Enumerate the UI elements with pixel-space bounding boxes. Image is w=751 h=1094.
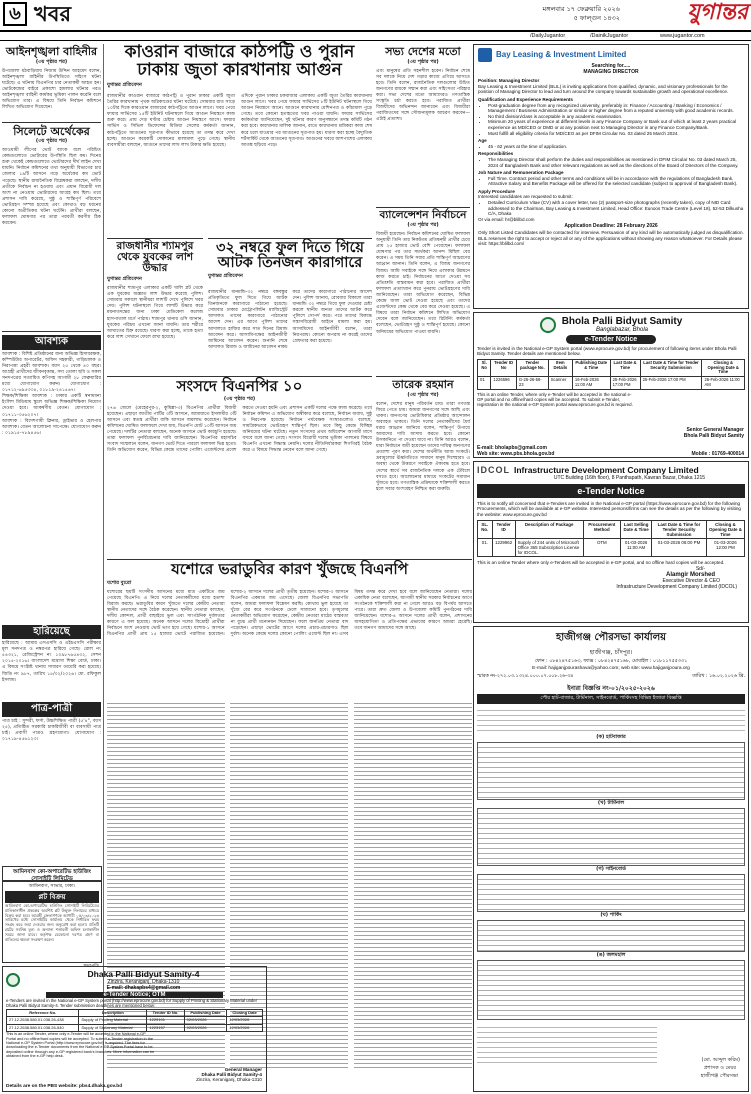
table-header: Description bbox=[79, 1009, 147, 1017]
ad-aminbag-title: আমিনবাগ কো-অপারেটিভ হাউজিং সোসাইটি লিমিটেড bbox=[13, 869, 91, 882]
article-sobhya-continuation: (৩য় পৃষ্ঠার পর) bbox=[407, 58, 439, 65]
ad-bhola-email[interactable]: E-mail: bholapbs@gmail.com bbox=[477, 445, 547, 451]
ad-bay-age: • 45 - 62 years at the time of application. bbox=[488, 144, 744, 150]
ad-bay-email[interactable]: Or via email: hr@blilbd.com bbox=[478, 216, 535, 222]
ad-idcol-sd: Sd/- bbox=[695, 565, 705, 572]
table-header: SL. No. bbox=[478, 521, 493, 539]
ad-dhaka4-signer: General Manager bbox=[224, 1067, 262, 1072]
classified-matrimony-body: পাত্র চাই : সুন্দরী, ফর্সা, উচ্চশিক্ষিত পাত্রী (৫'৪", বয়স ২৫), প্রতিষ্ঠিত সরকারি চাকরিজীবী বা ব্যবসায়ী পাত্র চাই। প্রবাসী পাত্রও গ্রহণযোগ্য। যোগাযোগ : ০১৭১৯-৪৫৬১২৩। bbox=[2, 718, 101, 742]
article-32-headline-2: আটক তিনজন কারাগারে bbox=[217, 255, 363, 272]
ad-bay-apply-title: Apply Procedure bbox=[478, 188, 515, 194]
ad-dhaka4-details[interactable]: Details are on the PBS website: pbs4.dhaka.gov.bd bbox=[6, 1084, 123, 1089]
ad-hajiganj-table-a bbox=[477, 742, 745, 800]
ad-idcol-signer-title: Executive Director & CEO bbox=[662, 577, 720, 584]
table-cell: 12/03/2026 bbox=[227, 1024, 263, 1032]
ad-aminbag-body: আমিনবাগ কো-অপারেটিভ হাউজিং সোসাইটি লিমিটেডের মালিকানাধীন প্রকল্পের অবশিষ্ট প্লট উন্মুক্ত নিলামের মাধ্যমে বিক্রয় করা হবে। আগ্রহী ক্রেতাগণকে আগামী ০৫/০৩/২০২৬ তারিখের মধ্যে সোসাইটির কার্যালয় থেকে নির্ধারিত ফরম সংগ্রহ করে জমা দেওয়ার জন্য অনুরোধ করা হলো। প্রতিটি প্লটের সর্বনিম্ন মূল্য ও অন্যান্য শর্তাবলী অফিস চলাকালীন সময়ে জানা যাবে। কর্তৃপক্ষ যেকোনো দরপত্র গ্রহণ বা বাতিলের ক্ষমতা সংরক্ষণ করেন। bbox=[5, 903, 99, 942]
article-bnp-headline: সংসদে বিএনপির ১০ bbox=[176, 377, 303, 395]
ad-bay-note: Only Short Listed Candidates will be contacted for interview. Persuasion of any kind will be automatically judged as disqualification. BLIL reserves the right to accept or reject all or any of the applications without showing any reason whatsoever. For Details please visit: https://blilbd.com/ bbox=[478, 230, 744, 247]
table-header: Sl. No bbox=[478, 359, 491, 376]
ad-dhaka4-signer-org: Dhaka Palli Bidyut Samity-4 bbox=[201, 1072, 262, 1077]
table-row bbox=[7, 1017, 263, 1025]
ad-aminbag-address: আমিনবাগ, সাভার, ঢাকা। bbox=[28, 884, 76, 889]
ad-idcol-address: UTC Building (16th floor), 8 Panthapath, Kawran Bazar, Dhaka 1215 bbox=[553, 475, 706, 481]
table-row bbox=[478, 377, 745, 390]
ad-idcol-name: Infrastructure Development Company Limited bbox=[514, 465, 699, 475]
ad-hajiganj-date: তারিখ : ১৬.০২.২০২৬ খ্রি. bbox=[692, 674, 745, 679]
ad-hajiganj-section-a: (ক) হাটবাজার bbox=[596, 734, 626, 740]
ad-dhaka-pbs4 bbox=[2, 966, 267, 1092]
table-header: Tender ID No bbox=[491, 359, 517, 376]
divider bbox=[2, 331, 101, 332]
list-item: • No third division/class is acceptable in any academic examination. bbox=[488, 114, 744, 120]
list-item: • Post-graduation degree from any recognized university, preferably in: Finance / Accounting / Banking / Economics / Management / Business Administration or similar or higher degree from a reputed university with good academic records. bbox=[488, 103, 744, 114]
article-fire-byline: যুগান্তর প্রতিবেদন bbox=[107, 81, 142, 88]
ad-hajiganj-table-d bbox=[477, 920, 745, 952]
ad-dhaka4-address: Zinzira, Keraniganj, Dhaka-1310 bbox=[107, 979, 180, 985]
ad-dhaka4-intro: e-Tenders are invited in the National e-GP System portal (http://www.eprocure.gov.bd) for Supply of Printing & Stationary Material under Dhaka Palli Bidyut Samity-4. Tender submission deadlines are mentioned below: bbox=[6, 998, 257, 1008]
table-header: Description of Package bbox=[515, 521, 583, 539]
pbs4-logo-icon bbox=[6, 973, 20, 987]
article-election-headline: ব্যালেন্সেশন নির্বাচনে bbox=[379, 209, 467, 221]
ad-bay-age-title: Age bbox=[478, 138, 487, 144]
ad-bay-apply-intro: Interested candidates are requested to submit: bbox=[478, 194, 573, 200]
ad-bay-position-title: MANAGING DIRECTOR bbox=[583, 68, 639, 75]
ad-bhola-signer-org: Bhola Palli Bidyut Samity bbox=[683, 433, 744, 439]
article-shyampur bbox=[107, 238, 203, 373]
ad-bhola-footer: This is an online Tender, where only e-Tender will be accepted in the national e-GP portal and no offline/hard copies will be accepted. To submit e-Tender, registration in the national e-GP System portal www.eprocure.gov.bd is required. bbox=[477, 391, 633, 408]
date-line-2: ৫ ফাল্গুন ১৪৩২ bbox=[573, 14, 620, 22]
ad-bhola-signer: Senior General Manager bbox=[686, 427, 744, 433]
ad-bhola-intro: Tender is invited in the National e-GP System portal (www.eprocure.gov.bd) for procurement of following items under Bhola Palli Bidyut Samity. Tender details are mentioned below. bbox=[477, 346, 737, 357]
article-bnp-continuation: (৩য় পৃষ্ঠার পর) bbox=[223, 395, 256, 402]
table-cell: 01 bbox=[478, 377, 491, 390]
article-fire bbox=[107, 44, 372, 236]
ad-hajiganj-table-c bbox=[477, 874, 745, 912]
article-sobhya bbox=[376, 44, 470, 204]
ad-bay-qual-title: Qualification and Experience Requirements bbox=[478, 96, 573, 102]
article-jessore-byline: যশোর ব্যুরো bbox=[107, 579, 132, 586]
ad-hajiganj-place: হাজীগঞ্জ, চাঁদপুর। bbox=[589, 649, 633, 656]
article-tarek bbox=[376, 376, 470, 556]
table-header: Publishing Date bbox=[184, 1009, 227, 1017]
article-election bbox=[376, 207, 470, 373]
list-item: • Minimum 20 years of experience at different levels in any Finance Company or Bank out of which at least 2 years practical experience as MD/CEO or DMD or at any position next to Managing Director in any Finance Company/Bank. bbox=[488, 119, 744, 130]
article-sylhet-headline: সিলেটে অর্থেকের bbox=[13, 124, 90, 138]
classified-wanted-header: আবশ্যক bbox=[2, 335, 101, 350]
table-cell: 1226596 bbox=[491, 377, 517, 390]
table-header: Reference No. bbox=[7, 1009, 79, 1017]
table-header-row bbox=[7, 1009, 263, 1017]
article-sylhet-body: আওয়ামী লীগের ভোট ব্যাংক বলে পরিচিত কেন্দ্রগুলোতে ভোটারের উপস্থিতি ছিল কম। দিনের শুরু থেকেই কেন্দ্রগুলোতে ভোটারদের দীর্ঘ লাইন দেখা যায়নি। নির্বাচন কমিশনের তথ্য অনুযায়ী বিভাগের চার জেলার ১৯টি আসনে গড়ে অর্ধেকের কম ভোট পড়েছে। স্থানীয় রাজনৈতিক বিশ্লেষকরা বলছেন, দলীয় প্রতীকে নির্বাচন না হওয়ায় এবং প্রধান বিরোধী দল অংশ না নেওয়ায় ভোটারদের আগ্রহ কম ছিল। তবে প্রশাসন দাবি করেছে, সুষ্ঠু ও শান্তিপূর্ণ পরিবেশে ভোটগ্রহণ সম্পন্ন হয়েছে এবং কোথাও বড় ধরনের কোনো অপ্রীতিকর ঘটনা ঘটেনি। প্রার্থীরা বলছেন, ফলাফল ঘোষণার পর তারা পরবর্তী করণীয় ঠিক করবেন। bbox=[2, 148, 101, 227]
article-sylhet-continuation: (৩য় পৃষ্ঠার পর) bbox=[35, 138, 68, 145]
ad-bhola-name: Bhola Palli Bidyut Samity bbox=[561, 316, 683, 327]
table-header-row bbox=[478, 521, 745, 539]
ad-hajiganj-section-d: (ঘ) পার্কিং bbox=[600, 912, 622, 918]
ad-idcol bbox=[473, 461, 749, 623]
ad-bay-header bbox=[478, 48, 744, 62]
article-jessore-continued-text bbox=[354, 700, 472, 1070]
ad-hajiganj-preamble bbox=[477, 706, 745, 734]
ad-bhola-pbs bbox=[473, 312, 749, 458]
ad-hajiganj-sign: (মো. আব্দুল করিম) bbox=[701, 1057, 740, 1063]
section-title: খবর bbox=[34, 2, 72, 26]
table-header: Tender ID bbox=[492, 521, 515, 539]
table-header: Last Selling Date & Time bbox=[621, 521, 652, 539]
table-header: Last Date & Time bbox=[610, 359, 640, 376]
ad-bhola-table bbox=[477, 359, 745, 390]
ad-bay-job-title: Job Nature and Remuneration Package bbox=[478, 170, 564, 176]
website-link[interactable]: www.jugantor.com bbox=[660, 33, 705, 39]
article-sobhya-body: এবং মানুষের প্রতি সহনশীল হবেন। নির্বাচন শেষে সব দলকে নিয়ে দেশ গড়ার কাজে এগিয়ে আসতে হবে। তিনি বলেন, রাজনৈতিক দলগুলোর উচিত জনগণের রায়কে সম্মান করা এবং সহিংসতা পরিহার করা। সভ্য দেশের মতো আমাদেরও গণতান্ত্রিক সংস্কৃতি চর্চা করতে হবে। পরাজিত প্রার্থীরা বিজয়ীদের অভিনন্দন জানাবেন এবং বিজয়ীরা পরাজিতদের সঙ্গে সৌজন্যমূলক আচরণ করবেন—এটাই প্রত্যাশা। bbox=[376, 68, 470, 123]
table-cell: 26-Feb-2026 11:00 AM bbox=[702, 377, 745, 390]
ad-dhaka4-notice-title: e-Tender Notice; OTM bbox=[46, 992, 223, 998]
article-tarek-headline: তারেক রহমান bbox=[392, 378, 454, 391]
classified-lost-header: হারিয়েছে bbox=[2, 625, 101, 640]
ad-hajiganj-table-e bbox=[477, 960, 745, 1020]
classified-matrimony-header: পাত্র-পাত্রী bbox=[2, 702, 101, 717]
ad-hajiganj-section-c: (গ) সাইনবোর্ড bbox=[596, 866, 626, 872]
masthead-rule bbox=[0, 30, 751, 41]
article-32-body: রাজধানীর ধানমন্ডি-৩২ নম্বরে বঙ্গবন্ধুর প্রতিকৃতিতে ফুল দিতে গিয়ে আটক তিনজনকে কারাগারে পাঠানো হয়েছে। সোমবার ঢাকার মেট্রোপলিটন ম্যাজিস্ট্রেট আদালত তাদের কারাগারে পাঠানোর আদেশ দেন। এর আগে পুলিশ তাদের আদালতে হাজির করে সাত দিনের রিমান্ড আবেদন করে। আসামিপক্ষের আইনজীবী জামিনের আবেদন করেন। শুনানি শেষে আদালত রিমান্ড ও জামিনের আবেদন নাকচ করে তাদের কারাগারে পাঠানোর আদেশ দেন। পুলিশ জানায়, রোববার বিকালে তারা ধানমন্ডি ৩২ নম্বরে গিয়ে ফুল দেওয়ার চেষ্টা করলে স্থানীয় জনতা তাদের আটক করে পুলিশে সোপর্দ করে। পরে তাদের বিরুদ্ধে সন্ত্রাসবিরোধী আইনে মামলা করা হয়। আসামিদের আইনজীবী বলেন, তারা নিরপরাধ। কোনো অপরাধ না করেই তাদের গ্রেফতার করা হয়েছে। bbox=[208, 290, 372, 350]
ad-aminbag-sign: সভাপতি bbox=[83, 964, 99, 969]
ad-bhola-place: Banglabazar, Bhola bbox=[595, 327, 649, 333]
ad-bay-leasing bbox=[473, 44, 749, 309]
table-cell: 1223157 bbox=[147, 1024, 184, 1032]
ad-hajiganj-table-b bbox=[477, 808, 745, 866]
table-header: Item Details bbox=[548, 359, 572, 376]
article-law-headline: আইনশৃঙ্খলা বাহিনীর bbox=[5, 45, 98, 58]
article-sobhya-headline: সভ্য দেশের মতো bbox=[385, 45, 461, 58]
ad-hajiganj-memo: স্মারক নং-২৭২.০৩.১৩২৪.০০০.০৭.০০৮.২৬-৩৪ bbox=[477, 674, 574, 679]
table-cell: 01-03-2026 11:00 AM bbox=[621, 539, 652, 557]
ad-bay-intro: Bay Leasing & Investment Limited (BLIL) is inviting applications from qualified, dynamic, and visionary professionals for the position of Managing Director to lead and turn around the company towards sustainable growth and operational excellence. bbox=[478, 83, 729, 95]
ad-hajiganj-email[interactable]: E-mail: hajiganjpourashava@yahoo.com; web site: www.hajiganjpoura.org bbox=[532, 666, 690, 671]
article-tarek-continuation: (৩য় পৃষ্ঠার পর) bbox=[407, 391, 439, 398]
article-bnp-body: ২৭৬ জেলে (মেহেরপুর-২, কুমিল্লা-৩) বিএনপির প্রার্থীরা বিজয়ী হয়েছেন। এছাড়া জাতীয় পার্টির ৩টি আসনে, জামায়াতে ইসলামীর ৩টি আসনে এবং স্বতন্ত্র প্রার্থীরা বাকি আসনে জয়লাভ করেছেন। নির্বাচন কমিশনের ঘোষিত ফলাফলে দেখা যায়, বিএনপি মোট ১০টি আসনে জয় পেয়েছে। দলটির নেতারা বলছেন, অনেক আসনে ভোট কারচুপি হয়েছে। তারা ফলাফল পুনর্বিবেচনার দাবি জানিয়েছেন। বিএনপির মহাসচিব সংবাদ সম্মেলনে বলেন, জনগণ ভোট দিতে পারলে ফলাফল ভিন্ন হতো। তিনি অভিযোগ করেন, বিভিন্ন কেন্দ্রে তাদের পোলিং এজেন্টদের প্রবেশ করতে দেওয়া হয়নি এবং প্রশাসন একটি দলের পক্ষে কাজ করেছে। তবে নির্বাচন কমিশন এ অভিযোগ অস্বীকার করে বলেছে, নির্বাচন অবাধ, সুষ্ঠু ও নিরপেক্ষ হয়েছে। নির্বাচন পর্যবেক্ষক সংস্থাগুলোও বলেছে, সামগ্রিকভাবে ভোটগ্রহণ শান্তিপূর্ণ ছিল। তবে কিছু কেন্দ্রে বিচ্ছিন্ন অনিয়মের ঘটনা ঘটেছে। নতুন সংসদের প্রথম অধিবেশন আগামী মাসে বসবে বলে জানা গেছে। সংসদে বিরোধী দলের ভূমিকা পালনের বিষয়ে বিএনপি এখনো সিদ্ধান্ত নেয়নি। দলের নীতিনির্ধারকরা শিগগিরই বৈঠক করে এ বিষয়ে সিদ্ধান্ত নেবেন বলে জানা গেছে। bbox=[107, 405, 372, 454]
ad-idcol-footer: This is an online Tender where only e-Tenders will be accepted in e-GP portal, and no offline hard copies will be accepted. bbox=[477, 560, 725, 566]
table-header: Closing & Opening Date & Time bbox=[706, 521, 744, 539]
ad-idcol-notice-title: e-Tender Notice bbox=[477, 484, 745, 498]
divider bbox=[2, 122, 101, 123]
table-cell: 25-Feb-2026 17:00 PM bbox=[610, 377, 640, 390]
article-law-body: উপজেলা মঠবাড়িয়ায় নিজাম উদ্দিন আহমেদ বলেন, আইনশৃঙ্খলা বাহিনীর উপস্থিতিতে সহিংস ঘটনা ঘটেছে। এ ঘটনায় বিএনপির চার নেতাকর্মী আহত হন। ভোটকেন্দ্রের বাইরে প্রকাশ্যে হামলার ঘটনার পরও আইনশৃঙ্খলা বাহিনী কার্যকর ভূমিকা পালন করেনি বলে অভিযোগ তার। এ বিষয়ে তিনি নির্বাচন কমিশনে লিখিত অভিযোগ দিয়েছেন। bbox=[2, 68, 101, 111]
article-law-continuation: (৩য় পৃষ্ঠার পর) bbox=[35, 58, 68, 65]
table-header: Tender package No. bbox=[516, 359, 548, 376]
article-shyampur-headline: রাজধানীর শ্যামপুর থেকে যুবকের লাশ উদ্ধার bbox=[116, 240, 194, 275]
ad-bay-company: Bay Leasing & Investment Limited bbox=[496, 50, 627, 60]
ad-hajiganj bbox=[473, 626, 749, 1092]
article-32-byline: যুগান্তর প্রতিবেদন bbox=[208, 273, 243, 280]
ad-dhaka4-signer-addr: Zinzira, Keraniganj, Dhaka-1310 bbox=[196, 1077, 262, 1082]
ad-hajiganj-phone: ফোন : ০৮৪২৪৭৫১৬৩, ফ্যাক্স : ০৮৪২৪৭৫১৬৮, মোবাইল : ০১৮১১৭৫৫৩৩১ bbox=[534, 659, 688, 664]
article-bnp bbox=[107, 376, 372, 556]
article-shyampur-body: রাজধানীর শ্যামপুর এলাকার একটি খালি প্লট থেকে এক যুবকের অজ্ঞাত লাশ উদ্ধার করেছে পুলিশ। সোমবার সকালে স্থানীয়রা লাশটি দেখে পুলিশে খবর দেয়। পুলিশ ঘটনাস্থলে গিয়ে লাশটি উদ্ধার করে ময়নাতদন্তের জন্য ঢাকা মেডিকেল কলেজ হাসপাতাল মর্গে পাঠায়। শ্যামপুর থানার ওসি জানান, যুবকের পরিচয় এখনো জানা যায়নি। তার শরীরে আঘাতের চিহ্ন রয়েছে। ধারণা করা হচ্ছে, তাকে হত্যা করে লাশ সেখানে ফেলে রাখা হয়েছে। bbox=[107, 286, 203, 340]
table-cell: 27.12.2638.580.01.038.26-540 bbox=[7, 1024, 79, 1032]
article-shyampur-byline: যুগান্তর প্রতিবেদন bbox=[107, 276, 142, 283]
table-header-row bbox=[478, 359, 745, 376]
classified-wanted-body: আবশ্যক : বিশিষ্ট প্রতিষ্ঠানের জন্য অভিজ্ঞ হিসাবরক্ষক, কম্পিউটার অপারেটর, অফিস সহকারী, গাড়িচালক ও নিরাপত্তা প্রহরী আবশ্যক। বয়স ২৫ থেকে ৪০ বছর। আগ্রহী প্রার্থীদের জীবনবৃত্তান্ত, সদ্য তোলা ছবি ও সকল সনদপত্রের সত্যায়িত কপিসহ আগামী ২৮ ফেব্রুয়ারির মধ্যে যোগাযোগ করুন। যোগাযোগ : ০১৭১২-৬৯৫৩৩৪, ০১৮১৯-২৪১৫৬৭। শিক্ষক/শিক্ষিকা আবশ্যক : ঢাকার একটি স্বনামধন্য ইংলিশ মিডিয়াম স্কুলে অভিজ্ঞ শিক্ষক/শিক্ষিকা নিয়োগ দেওয়া হবে। আকর্ষণীয় বেতন। যোগাযোগ : ০১৭১১-৩৫৬২০৭। আবশ্যক : বিদেশগামী ক্লিনার, ড্রাইভার ও হেলপার আবশ্যক। বেতন আলোচনা সাপেক্ষে। যোগাযোগ করুন : ০১৯১৫-৭৮৯৪৫৬। bbox=[2, 351, 101, 436]
table-cell: Supply of 244 units of Microsoft Office 365 Subscription License for IDCOL. bbox=[515, 539, 583, 557]
ad-idcol-table bbox=[477, 520, 745, 557]
table-cell: 02/03/2026 bbox=[184, 1017, 227, 1025]
table-row bbox=[478, 539, 745, 557]
table-header: Closing & Opening Date & Time bbox=[702, 359, 745, 376]
list-item: • The Managing Director shall perform the duties and responsibilities as mentioned in DFIM Circular No. 03 dated March 25, 2024 of Bangladesh Bank and other relevant regulations as well as the directions of the Board of Directors of the Company. bbox=[488, 157, 744, 168]
ad-bhola-website[interactable]: Web site: www.pbs.bhola.gov.bd bbox=[477, 451, 555, 457]
pbs-logo-icon bbox=[540, 317, 556, 333]
table-cell: 16-Feb-2026 11:00 AM bbox=[572, 377, 610, 390]
ad-aminbag-headline: প্লট বিক্রয় bbox=[5, 891, 99, 903]
article-jessore-headline: যশোরে ভরাডুবির কারণ খুঁজছে বিএনপি bbox=[171, 560, 408, 578]
date-line-1: মঙ্গলবার ১৭ ফেব্রুয়ারি ২০২৬ bbox=[542, 5, 620, 13]
bay-logo-icon bbox=[478, 48, 492, 62]
table-header: Publishing Date & Time bbox=[572, 359, 610, 376]
table-header: Procurement Method bbox=[583, 521, 620, 539]
ad-hajiganj-sign-title: প্রশাসক ও মেয়র bbox=[703, 1065, 736, 1071]
ad-dhaka4-email[interactable]: E-mail: dhakapbs4@gmail.com bbox=[106, 985, 181, 991]
table-cell: 1229101 bbox=[147, 1017, 184, 1025]
table-cell: 25-Feb-2026 17:00 PM bbox=[640, 377, 702, 390]
article-election-continuation: (৩য় পৃষ্ঠার পর) bbox=[407, 222, 439, 229]
list-item: • Must fulfill all eligibility criteria for MD/CEO as per DFIM Circular No. 03 dated 25 March 2024. bbox=[488, 131, 744, 137]
table-cell: Scanner bbox=[548, 377, 572, 390]
column-rule bbox=[103, 44, 104, 1092]
ad-bay-seeking: Searching for..... bbox=[591, 63, 631, 69]
table-header: Last Date & Time for Tender Security Submission bbox=[652, 521, 707, 539]
ad-idcol-intro: This is to notify all concerned that e-Tenders are invited in the National e-GP portal (https://www.eprocure.gov.bd) for the following Procurements, which will be available at e-GP website. Interested persons/firms can see the details as per the following by visiting the website: www.eprocure.gov.bd bbox=[477, 501, 741, 517]
ad-hajiganj-section-b: (খ) টার্মিনাল bbox=[597, 800, 625, 806]
table-header: Closing Date bbox=[227, 1009, 263, 1017]
page-number-box: ৬ bbox=[3, 2, 27, 26]
ad-hajiganj-conditions bbox=[477, 1023, 657, 1067]
article-32-headline-1: ৩২ নম্বরে ফুল দিতে গিয়ে bbox=[216, 240, 364, 256]
ad-bay-resp-title: Responsibilities bbox=[478, 151, 514, 157]
ad-bay-qual-list bbox=[478, 103, 744, 137]
masthead bbox=[0, 0, 751, 30]
newspaper-logo: যুগান্তর bbox=[687, 0, 748, 25]
table-header: Tender ID No. bbox=[147, 1009, 184, 1017]
ad-dhaka4-table bbox=[6, 1009, 263, 1033]
table-cell: Supply of Printing Material bbox=[79, 1017, 147, 1025]
article-fire-body-2: এদিকে পুরান ঢাকার চকবাজার এলাকায় একটি জুতা তৈরির কারখানায় আগুন লাগে। খবর পেয়ে ফায়ার সার্ভিসের ৮টি ইউনিট ঘটনাস্থলে গিয়ে আগুন নিয়ন্ত্রণে আনে। আগুনে কারখানার মেশিনপত্র ও কাঁচামাল পুড়ে গেছে। তবে কোনো হতাহতের খবর পাওয়া যায়নি। ফায়ার সার্ভিসের কর্মকর্তারা জানিয়েছেন, দুই ঘটনার কারণ অনুসন্ধানে তদন্ত কমিটি গঠন করা হবে। কারখানার মালিক জানান, রাতে কারখানায় শ্রমিকরা কাজ শেষ করে চলে যাওয়ার পর আগুনের সূত্রপাত হয়। ধারণা করা হচ্ছে বৈদ্যুতিক শর্টসার্কিট থেকে আগুনের সূত্রপাত। আগুনের খবরে আশপাশের এলাকায় আতঙ্ক ছড়িয়ে পড়ে। bbox=[241, 94, 372, 148]
article-fire-headline-1: কাওরান বাজারে কাঠপট্টি ও পুরান bbox=[124, 42, 355, 62]
ad-bay-position-label: Position: Managing Director bbox=[478, 78, 540, 84]
article-fire-body-1: রাজধানীর কাওরান বাজারে কাঠপট্টি ও পুরান ঢাকার একটি জুতা তৈরির কারখানায় পৃথক অগ্নিকাণ্ডের ঘটনা ঘটেছে। সোমবার রাত সাড়ে ১০টার দিকে কারওয়ান বাজারের কাঠপট্টিতে আগুন লাগে। খবর পেয়ে ফায়ার সার্ভিসের ১৫টি ইউনিট ঘটনাস্থলে গিয়ে আগুন নিয়ন্ত্রণে কাজ শুরু করে। প্রায় দেড় ঘণ্টার চেষ্টায় আগুন নিয়ন্ত্রণে আসে। ফায়ার সার্ভিস ও সিভিল ডিফেন্সের মিডিয়া সেলের কর্মকর্তা জানান, কাঠপট্টিতে আগুনের সূত্রপাত কীভাবে হয়েছে তা তদন্ত করে দেখা হচ্ছে। আগুনে কয়েকটি দোকানের মালামাল পুড়ে গেছে। স্থানীয় ব্যবসায়ীরা বলছেন, আগুনে তাদের লাখ লাখ টাকার ক্ষতি হয়েছে। bbox=[107, 94, 235, 148]
ad-idcol-signer: Alamgir Morshed bbox=[665, 571, 715, 578]
list-item: • Full Time. Contract period and other terms and conditions will be in accordance with the regulations of Bangladesh Bank. Attractive Salary and Benefits Package will be offered for the selected candidate (subject to approval of Bangladesh Bank). bbox=[488, 176, 744, 187]
list-item: • Detailed Curriculum Vitae (CV) with a cover letter, two (2) passport-size photographs (recently taken), copy of NID Card addressed to the Chairman, Bay Leasing & Investment Limited, Head Office: Eunoos Trade Centre (Level 18), 52-53 Dilkusha C/A, Dhaka bbox=[488, 200, 744, 217]
table-cell: G-25-26-56-23 bbox=[516, 377, 548, 390]
ad-bay-deadline: Application Deadline: 28 February 2026 bbox=[564, 223, 658, 230]
table-cell: 02/03/2026 bbox=[184, 1024, 227, 1032]
table-cell: Supply of Stationary Material bbox=[79, 1024, 147, 1032]
social-facebook[interactable]: /DailyJugantor bbox=[530, 33, 566, 39]
ad-dhaka4-name: Dhaka Palli Bidyut Samity-4 bbox=[87, 969, 200, 979]
table-cell: 12/03/2026 bbox=[227, 1017, 263, 1025]
table-cell: OTM bbox=[583, 539, 620, 557]
table-cell: 27.12.2638.580.01.038.26-438 bbox=[7, 1017, 79, 1025]
ad-aminbag-plot-sale bbox=[2, 866, 102, 969]
table-row bbox=[7, 1024, 263, 1032]
table-cell: 1229962 bbox=[492, 539, 515, 557]
ad-idcol-brand: IDCOL bbox=[477, 465, 510, 475]
ad-hajiganj-section-e: (ঙ) জলমহাল bbox=[596, 952, 626, 958]
ad-hajiganj-sign-org: হাজীগঞ্জ পৌরসভা bbox=[700, 1073, 738, 1079]
article-election-body: বিজয়ী হয়েছেন। নির্বাচন কমিশনের ঘোষিত ফলাফল অনুযায়ী তিনি তার নিকটতম প্রতিদ্বন্দ্বী প্রার্থীর চেয়ে প্রায় ২৫ হাজার ভোট বেশি পেয়েছেন। ফলাফল ঘোষণার পর তার সমর্থকরা আনন্দ মিছিল বের করেন। এ সময় তিনি সবার প্রতি শান্তিপূর্ণ আচরণের আহ্বান জানান। তিনি বলেন, এ বিজয় জনগণের বিজয়। আমি সবাইকে সঙ্গে নিয়ে এলাকার উন্নয়নে কাজ করতে চাই। নির্বাচনের আগে দেওয়া সব প্রতিশ্রুতি বাস্তবায়ন করা হবে। পরাজিত প্রার্থীরা ফলাফল প্রত্যাখ্যান করে পুনরায় ভোটগ্রহণের দাবি জানিয়েছেন। তারা অভিযোগ করেছেন, বিভিন্ন কেন্দ্রে জাল ভোট দেওয়া হয়েছে এবং তাদের এজেন্টদের কেন্দ্র থেকে বের করে দেওয়া হয়েছে। এ বিষয়ে তারা নির্বাচন কমিশনে লিখিত অভিযোগ দেবেন বলে জানিয়েছেন। তবে রিটার্নিং কর্মকর্তা বলেছেন, ভোটগ্রহণ সুষ্ঠু ও শান্তিপূর্ণ হয়েছে। কোনো অনিয়মের অভিযোগ পাওয়া যায়নি। bbox=[376, 232, 470, 335]
article-fire-headline-2: ঢাকায় জুতা কারখানায় আগুন bbox=[137, 59, 342, 80]
table-cell: 01-03-2026 12:00 PM bbox=[706, 539, 744, 557]
ad-bhola-mobile: Mobile : 01769-400014 bbox=[691, 451, 744, 457]
ad-hajiganj-notice-title: ইনারা বিজ্ঞপ্তি নং-০১/২০২৫-২০২৬ bbox=[567, 685, 655, 692]
social-twitter[interactable]: /DainikJugantor bbox=[590, 33, 629, 39]
article-jessore-body: যশোরের ছয়টি সংসদীয় আসনের মধ্যে মাত্র একটিতে জয় পেয়েছে বিএনপি। এ নিয়ে দলের নেতাকর্মীদের মধ্যে হতাশা বিরাজ করছে। ভরাডুবির কারণ খুঁজতে দলের কেন্দ্রীয় নেতারা স্থানীয় নেতাদের সঙ্গে বৈঠক করেছেন। স্থানীয় নেতারা বলছেন, দলীয় কোন্দল, প্রার্থী বাছাইয়ে ভুল এবং সাংগঠনিক দুর্বলতার কারণে এ ফল হয়েছে। অনেক আসনে দলের বিদ্রোহী প্রার্থীরা নির্বাচনে অংশ নেওয়ায় ভোট ভাগ হয়ে গেছে। যশোর-১ আসনে বিএনপির প্রার্থী প্রায় ১৫ হাজার ভোটে পরাজিত হয়েছেন। যশোর-২ আসনে দলের প্রার্থী তৃতীয় হয়েছেন। যশোর-৩ আসনে বিএনপির একমাত্র জয় এসেছে। জেলা বিএনপির সভাপতি বলেন, আমরা ফলাফল বিশ্লেষণ করছি। কোথায় ভুল হয়েছে তা খুঁজে বের করে সংগঠনকে ঢেলে সাজানো হবে। তৃণমূলের নেতাকর্মীরা অভিযোগ করেছেন, কেন্দ্রীয় নেতারা মাঠের বাস্তবতা না বুঝে প্রার্থী মনোনয়ন দিয়েছেন। ফলে জনপ্রিয় নেতারা বাদ পড়েছেন। এছাড়া ভোটের আগে দলের প্রচার-প্রচারণাও ছিল দুর্বল। অনেক কেন্দ্রে দলের কোনো পোলিং এজেন্ট ছিল না। এসব বিষয় তদন্ত করে দেখা হবে বলে জানিয়েছেন নেতারা। দলের একাধিক নেতা বলেছেন, আগামী স্থানীয় সরকার নির্বাচনের আগে সংগঠনকে শক্তিশালী করা না গেলে আরও বড় বিপর্যয় আসতে পারে। তারা দ্রুত জেলা ও উপজেলা কমিটি পুনর্গঠনের দাবি জানিয়েছেন। যশোর-৪ আসনে দলের প্রার্থী বলেন, প্রশাসনের অসহযোগিতা ও প্রতিপক্ষের প্রভাবের কারণে আমরা হেরেছি। তবে জনগণ আমাদের সঙ্গে আছে। bbox=[107, 589, 472, 638]
ad-hajiganj-notice-sub: পৌর হাট-বাজার, টার্মিনাল, সাইনবোর্ড, পার্কিংসহ বিভিন্ন ইজারা বিজ্ঞপ্তি bbox=[477, 694, 745, 704]
ad-dhaka4-footer: This is an online Tender, where only e-Tender will be accepted in the National e-GP Portal and no offline/hard copies will be accepted. To submit e-Tender registration in the National e-GP System Portal (http://www.eprocure.gov.bd) is required. The fees for downloading the e-Tender documents from the National e-GP System Portal have to be deposited online through any e-GP registered bank's branches. More information can be obtained from the e-GP help desk. bbox=[6, 1032, 155, 1058]
table-header: Last Date & Time for Tender Security Submission bbox=[640, 359, 702, 376]
table-cell: 01. bbox=[478, 539, 493, 557]
table-cell: 01-03-2026 06:00 PM bbox=[652, 539, 707, 557]
ad-bhola-notice-title: e-Tender Notice bbox=[566, 335, 656, 344]
ad-hajiganj-title: হাজীগঞ্জ পৌরসভা কার্যালয় bbox=[555, 632, 667, 643]
ad-idcol-signer-org: Infrastructure Development Company Limited (IDCOL) bbox=[616, 583, 737, 590]
classified-lost-body: হারিয়েছে : আমার এসএসসি ও এইচএসসি পরীক্ষার মূল সনদপত্র ও নম্বরপত্র হারিয়ে গেছে। রোল নং ৫৪৩২১, রেজিস্ট্রেশন নং ১০৯৮৭৬৫৪৩২, সেশন ২০১৫-২০১৬। বাংলাদেশ মাদ্রাসা শিক্ষা বোর্ড, ঢাকা। এ বিষয়ে সংশ্লিষ্ট থানায় সাধারণ ডায়েরি করা হয়েছে। জিডি নং ৯৮৭, তারিখ ১৫/০২/২০২৬। মো. রফিকুল ইসলাম। bbox=[2, 641, 101, 683]
article-tarek-body: বলেন, দেশের মানুষ পরিবর্তন চায়। তারা গণতন্ত্র ফিরে পেতে চায়। আমরা জনগণের সঙ্গে আছি এবং থাকব। জনগণের ভোটাধিকার প্রতিষ্ঠার আন্দোলন অব্যাহত থাকবে। তিনি দলের নেতাকর্মীদের ধৈর্য ধরার আহ্বান জানিয়ে বলেন, শান্তিপূর্ণ উপায়ে আমাদের দাবি আদায় করতে হবে। কোনো উসকানিতে পা দেওয়া যাবে না। তিনি আরও বলেন, যারা নির্বাচনে জয়ী হয়েছেন তাদের দায়িত্ব জনগণের প্রত্যাশা পূরণ করা। দেশের অর্থনীতি আজ সংকটে। দ্রব্যমূল্যের ঊর্ধ্বগতিতে সাধারণ মানুষ দিশেহারা। এ অবস্থা থেকে উত্তরণে সবাইকে ঐক্যবদ্ধ হতে হবে। দেশের স্বার্থে সব রাজনৈতিক দলকে এক টেবিলে বসতে হবে। আলোচনার মাধ্যমে সংকটের সমাধান খুঁজতে হবে। গণতান্ত্রিক প্রক্রিয়াকে শক্তিশালী করতে হলে সবার অংশগ্রহণ নিশ্চিত করা জরুরি। bbox=[376, 401, 470, 492]
